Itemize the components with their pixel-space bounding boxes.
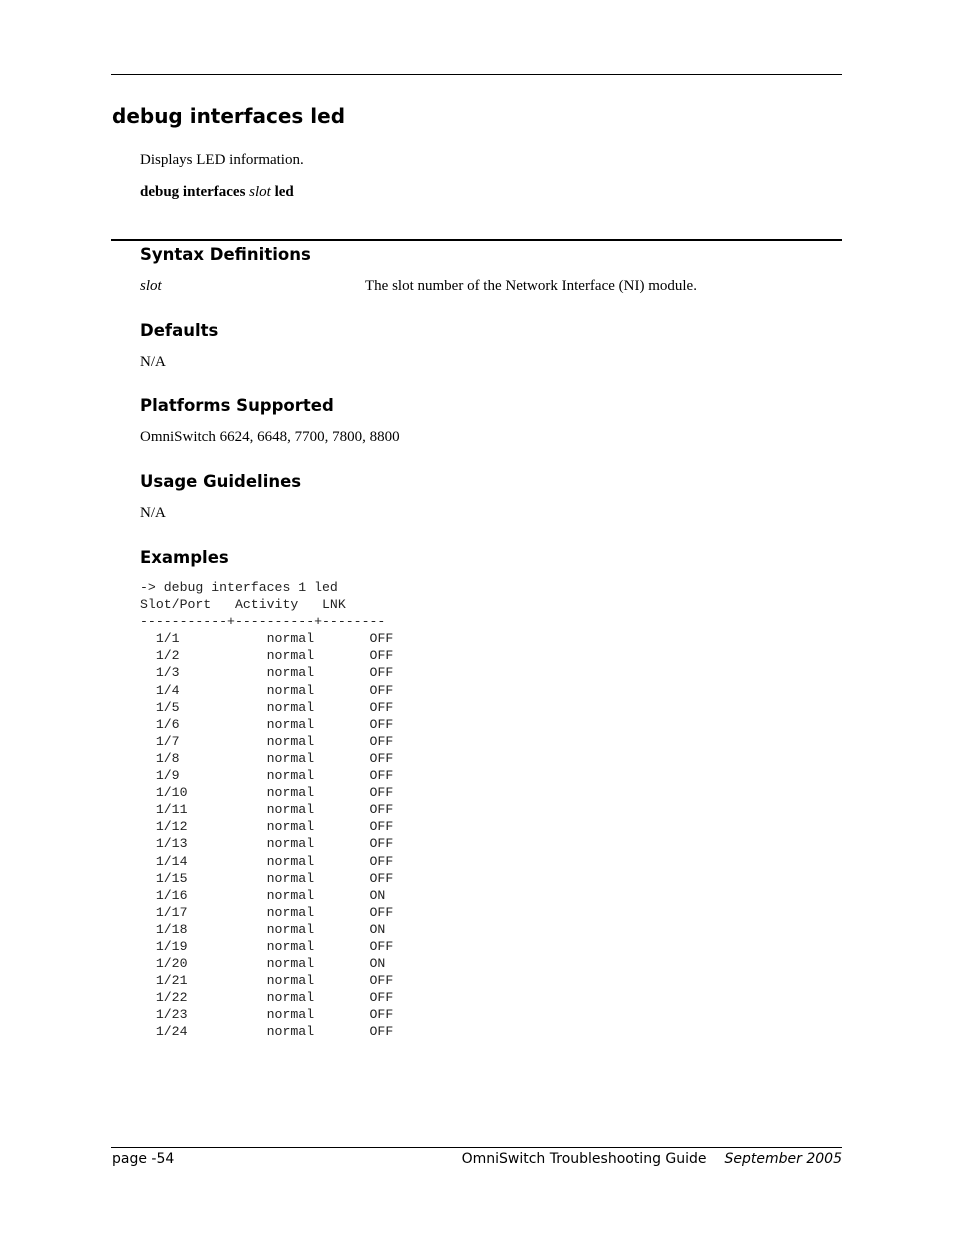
- syntax-definition: The slot number of the Network Interface (NI) module.: [365, 278, 697, 294]
- syntax-suffix: led: [274, 184, 294, 200]
- activity-cell: normal: [266, 887, 315, 903]
- port-cell: 1/3: [155, 665, 180, 681]
- port-cell: 1/16: [155, 887, 188, 903]
- lnk-cell: OFF: [369, 853, 394, 869]
- example-row: [140, 888, 385, 903]
- activity-cell: normal: [266, 785, 315, 801]
- example-output: [140, 579, 393, 1041]
- activity-cell: normal: [266, 819, 315, 835]
- lnk-cell: OFF: [369, 716, 394, 732]
- lnk-cell: OFF: [369, 631, 394, 647]
- examples-heading: Examples: [140, 548, 229, 567]
- page-number: page -54: [112, 1151, 175, 1167]
- activity-cell: normal: [266, 1007, 315, 1023]
- port-cell: 1/5: [155, 699, 180, 715]
- example-row: [140, 785, 393, 800]
- port-cell: 1/2: [155, 648, 180, 664]
- activity-cell: normal: [266, 699, 315, 715]
- activity-cell: normal: [266, 836, 315, 852]
- example-row: [140, 717, 393, 732]
- activity-cell: normal: [266, 1024, 315, 1040]
- lnk-cell: OFF: [369, 819, 394, 835]
- activity-cell: normal: [266, 665, 315, 681]
- example-separator: -----------+----------+--------: [140, 614, 386, 630]
- port-cell: 1/1: [155, 631, 180, 647]
- lnk-cell: OFF: [369, 973, 394, 989]
- example-row: [140, 990, 393, 1005]
- activity-cell: normal: [266, 973, 315, 989]
- example-row: [140, 665, 393, 680]
- port-cell: 1/17: [155, 904, 188, 920]
- example-row: [140, 939, 393, 954]
- platforms-text: OmniSwitch 6624, 6648, 7700, 7800, 8800: [140, 429, 400, 445]
- port-cell: 1/18: [155, 921, 188, 937]
- activity-cell: normal: [266, 648, 315, 664]
- port-cell: 1/8: [155, 750, 180, 766]
- port-cell: 1/12: [155, 819, 188, 835]
- example-row: [140, 922, 385, 937]
- port-cell: 1/22: [155, 990, 188, 1006]
- footer-title: [462, 1151, 842, 1167]
- port-cell: 1/23: [155, 1007, 188, 1023]
- example-row: [140, 1024, 393, 1039]
- example-row: [140, 905, 393, 920]
- activity-cell: normal: [266, 990, 315, 1006]
- lnk-cell: OFF: [369, 1007, 394, 1023]
- example-row: [140, 836, 393, 851]
- port-cell: 1/7: [155, 733, 180, 749]
- lnk-cell: ON: [369, 887, 386, 903]
- port-cell: 1/21: [155, 973, 188, 989]
- syntax-param: slot: [249, 184, 271, 200]
- port-cell: 1/24: [155, 1024, 188, 1040]
- example-row: [140, 631, 393, 646]
- defaults-heading: Defaults: [140, 321, 219, 340]
- activity-cell: normal: [266, 768, 315, 784]
- example-row: [140, 973, 393, 988]
- example-row: [140, 734, 393, 749]
- lnk-cell: OFF: [369, 682, 394, 698]
- platforms-heading: Platforms Supported: [140, 396, 334, 415]
- header-rule: [111, 74, 842, 75]
- example-row: [140, 819, 393, 834]
- activity-cell: normal: [266, 733, 315, 749]
- activity-cell: normal: [266, 870, 315, 886]
- lnk-cell: ON: [369, 956, 386, 972]
- example-command: -> debug interfaces 1 led: [140, 580, 338, 595]
- section-rule: [111, 239, 842, 241]
- port-cell: 1/20: [155, 956, 188, 972]
- port-cell: 1/15: [155, 870, 188, 886]
- publication-date: September 2005: [724, 1151, 842, 1167]
- activity-cell: normal: [266, 938, 315, 954]
- example-row: [140, 768, 393, 783]
- lnk-cell: OFF: [369, 990, 394, 1006]
- lnk-cell: OFF: [369, 733, 394, 749]
- activity-cell: normal: [266, 802, 315, 818]
- activity-cell: normal: [266, 956, 315, 972]
- port-cell: 1/4: [155, 682, 180, 698]
- activity-cell: normal: [266, 631, 315, 647]
- lnk-cell: OFF: [369, 750, 394, 766]
- page-title: debug interfaces led: [112, 104, 346, 128]
- syntax-prefix: debug interfaces: [140, 184, 246, 200]
- lnk-cell: OFF: [369, 870, 394, 886]
- port-cell: 1/19: [155, 938, 188, 954]
- example-row: [140, 802, 393, 817]
- port-cell: 1/14: [155, 853, 188, 869]
- example-row: [140, 1007, 393, 1022]
- activity-cell: normal: [266, 716, 315, 732]
- lnk-cell: OFF: [369, 648, 394, 664]
- command-description: Displays LED information.: [140, 152, 304, 168]
- example-row: [140, 854, 393, 869]
- lnk-cell: OFF: [369, 904, 394, 920]
- example-row: [140, 751, 393, 766]
- example-row: [140, 683, 393, 698]
- usage-heading: Usage Guidelines: [140, 472, 302, 491]
- guide-title: OmniSwitch Troubleshooting Guide: [461, 1151, 707, 1167]
- lnk-cell: OFF: [369, 665, 394, 681]
- syntax-term: slot: [140, 278, 162, 294]
- example-row: [140, 956, 385, 971]
- port-cell: 1/11: [155, 802, 188, 818]
- activity-cell: normal: [266, 904, 315, 920]
- example-table-header: Slot/Port Activity LNK: [140, 597, 346, 613]
- usage-text: N/A: [140, 505, 166, 521]
- lnk-cell: OFF: [369, 802, 394, 818]
- lnk-cell: OFF: [369, 785, 394, 801]
- activity-cell: normal: [266, 921, 315, 937]
- footer-rule: [111, 1147, 842, 1148]
- port-cell: 1/6: [155, 716, 180, 732]
- example-row: [140, 871, 393, 886]
- example-row: [140, 700, 393, 715]
- command-syntax: [140, 184, 294, 201]
- lnk-cell: OFF: [369, 938, 394, 954]
- lnk-cell: OFF: [369, 836, 394, 852]
- defaults-text: N/A: [140, 354, 166, 370]
- example-rows: [140, 631, 393, 1039]
- port-cell: 1/13: [155, 836, 188, 852]
- syntax-definitions-heading: Syntax Definitions: [140, 245, 311, 264]
- lnk-cell: ON: [369, 921, 386, 937]
- lnk-cell: OFF: [369, 699, 394, 715]
- port-cell: 1/10: [155, 785, 188, 801]
- lnk-cell: OFF: [369, 768, 394, 784]
- example-row: [140, 648, 393, 663]
- activity-cell: normal: [266, 853, 315, 869]
- activity-cell: normal: [266, 750, 315, 766]
- port-cell: 1/9: [155, 768, 180, 784]
- activity-cell: normal: [266, 682, 315, 698]
- lnk-cell: OFF: [369, 1024, 394, 1040]
